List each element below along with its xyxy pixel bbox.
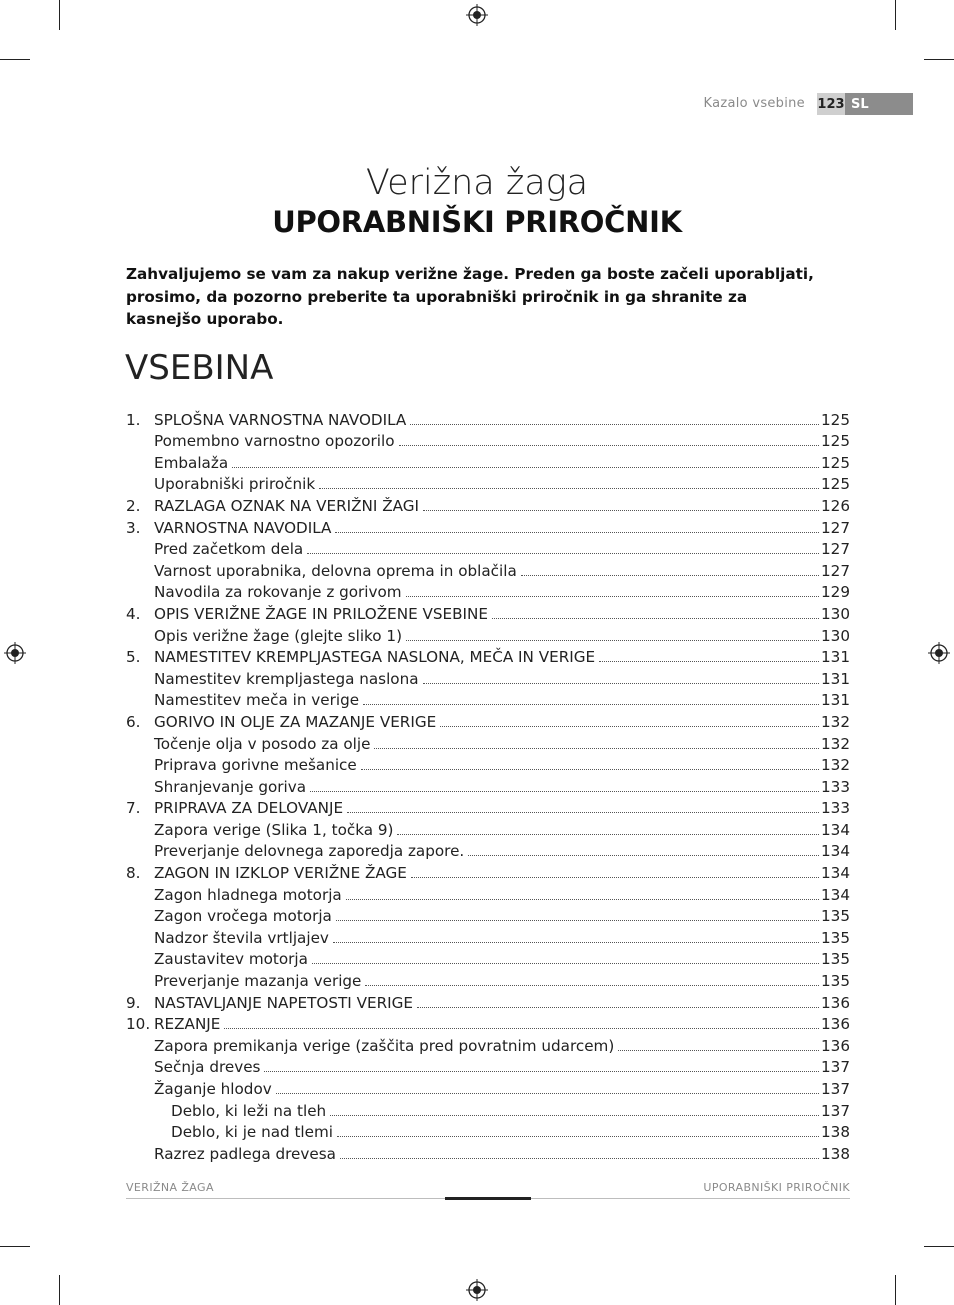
toc-leader-dots <box>423 683 819 684</box>
toc-entry <box>126 1098 850 1120</box>
document-title: Verižna žaga <box>365 163 589 203</box>
toc-entry-title: NAMESTITEV KREMPLJASTEGA NASLONA, MEČA IN VERIGE <box>154 648 596 667</box>
toc-leader-dots <box>618 1050 819 1051</box>
toc-entry-page: 136 <box>821 1015 850 1034</box>
toc-entry <box>126 623 850 645</box>
toc-entry-title: Deblo, ki je nad tlemi <box>171 1123 334 1142</box>
footer-product-name: VERIŽNA ŽAGA <box>126 1181 214 1194</box>
toc-leader-dots <box>399 445 820 446</box>
toc-entry-title: PRIPRAVA ZA DELOVANJE <box>154 799 344 818</box>
toc-entry-page: 127 <box>821 540 850 559</box>
header-section-title: Kazalo vsebine <box>703 96 805 111</box>
toc-leader-dots <box>340 1158 819 1159</box>
toc-entry-number: 10. <box>126 1015 151 1034</box>
toc-entry-number: 3. <box>126 518 141 537</box>
toc-entry-page: 127 <box>821 561 850 580</box>
toc-entry-number: 1. <box>126 410 141 429</box>
toc-entry-title: Preverjanje delovnega zaporedja zapore. <box>154 842 465 861</box>
toc-leader-dots <box>397 834 819 835</box>
toc-leader-dots <box>406 596 819 597</box>
toc-entry-title: Zagon hladnega motorja <box>154 885 342 904</box>
toc-leader-dots <box>333 942 819 943</box>
crop-mark <box>924 1246 954 1247</box>
toc-entry-page: 133 <box>821 777 850 796</box>
toc-entry-page: 125 <box>821 453 850 472</box>
toc-entry <box>126 688 850 710</box>
crop-mark <box>924 59 954 60</box>
table-of-contents <box>126 407 850 1163</box>
toc-entry-title: Embalaža <box>154 453 229 472</box>
toc-leader-dots <box>361 769 819 770</box>
toc-entry <box>126 709 850 731</box>
toc-entry-number: 9. <box>126 993 141 1012</box>
footer-manual-name: UPORABNIŠKI PRIROČNIK <box>703 1181 850 1194</box>
toc-entry-page: 131 <box>821 691 850 710</box>
toc-entry-number: 5. <box>126 648 141 667</box>
toc-entry-page: 131 <box>821 669 850 688</box>
toc-entry <box>126 839 850 861</box>
toc-entry-title: Varnost uporabnika, delovna oprema in oblačila <box>154 561 517 580</box>
toc-entry-title: REZANJE <box>154 1015 221 1034</box>
toc-entry <box>126 558 850 580</box>
toc-entry-title: NASTAVLJANJE NAPETOSTI VERIGE <box>154 993 413 1012</box>
toc-entry <box>126 968 850 990</box>
toc-entry <box>126 1120 850 1142</box>
toc-entry-title: Nadzor števila vrtljajev <box>154 928 329 947</box>
crop-mark <box>895 1275 896 1305</box>
crop-mark <box>895 0 896 30</box>
toc-entry <box>126 731 850 753</box>
toc-entry <box>126 796 850 818</box>
toc-entry-title: Sečnja dreves <box>154 1058 261 1077</box>
toc-entry-number: 4. <box>126 604 141 623</box>
toc-entry <box>126 601 850 623</box>
toc-entry-page: 125 <box>821 432 850 451</box>
toc-entry-title: Uporabniški priročnik <box>154 475 316 494</box>
toc-entry <box>126 429 850 451</box>
page-badge <box>817 93 913 115</box>
toc-entry <box>126 493 850 515</box>
toc-leader-dots <box>440 726 819 727</box>
toc-entry <box>126 407 850 429</box>
toc-leader-dots <box>365 985 819 986</box>
toc-entry <box>126 1012 850 1034</box>
toc-leader-dots <box>468 855 819 856</box>
toc-entry-number: 6. <box>126 712 141 731</box>
toc-entry <box>126 774 850 796</box>
toc-entry <box>126 947 850 969</box>
toc-entry-title: Točenje olja v posodo za olje <box>154 734 371 753</box>
crop-mark <box>59 0 60 30</box>
crop-mark <box>59 1275 60 1305</box>
toc-entry-title: GORIVO IN OLJE ZA MAZANJE VERIGE <box>154 712 437 731</box>
toc-entry-page: 136 <box>821 1036 850 1055</box>
toc-entry-title: Zaustavitev motorja <box>154 950 308 969</box>
toc-entry-page: 132 <box>821 712 850 731</box>
toc-entry-number: 8. <box>126 864 141 883</box>
toc-entry-page: 129 <box>821 583 850 602</box>
toc-entry <box>126 925 850 947</box>
toc-entry-page: 137 <box>821 1058 850 1077</box>
toc-entry-title: ZAGON IN IZKLOP VERIŽNE ŽAGE <box>154 864 407 883</box>
registration-mark-icon <box>466 4 488 26</box>
toc-entry-title: RAZLAGA OZNAK NA VERIŽNI ŽAGI <box>154 496 419 515</box>
toc-leader-dots <box>599 661 819 662</box>
toc-leader-dots <box>336 920 819 921</box>
page-number: 123 <box>817 93 845 115</box>
toc-entry-page: 130 <box>821 626 850 645</box>
toc-entry-page: 136 <box>821 993 850 1012</box>
toc-entry-title: Preverjanje mazanja verige <box>154 972 362 991</box>
toc-entry-title: VARNOSTNA NAVODILA <box>154 518 332 537</box>
toc-leader-dots <box>410 424 819 425</box>
toc-entry-title: Navodila za rokovanje z gorivom <box>154 583 402 602</box>
toc-leader-dots <box>521 575 819 576</box>
toc-leader-dots <box>347 812 819 813</box>
toc-entry-title: OPIS VERIŽNE ŽAGE IN PRILOŽENE VSEBINE <box>154 604 488 623</box>
toc-entry <box>126 537 850 559</box>
toc-entry <box>126 580 850 602</box>
toc-entry-page: 126 <box>821 496 850 515</box>
crop-mark <box>0 1246 30 1247</box>
toc-entry <box>126 1141 850 1163</box>
toc-entry-page: 135 <box>821 907 850 926</box>
toc-leader-dots <box>406 640 819 641</box>
toc-entry-page: 134 <box>821 885 850 904</box>
footer-divider-accent <box>445 1197 531 1200</box>
toc-entry-title: Pomembno varnostno opozorilo <box>154 432 395 451</box>
toc-entry-page: 134 <box>821 842 850 861</box>
toc-leader-dots <box>276 1093 819 1094</box>
toc-entry-title: Zapora verige (Slika 1, točka 9) <box>154 820 394 839</box>
toc-entry <box>126 515 850 537</box>
registration-mark-icon <box>4 642 26 664</box>
toc-leader-dots <box>411 877 819 878</box>
toc-leader-dots <box>264 1071 819 1072</box>
toc-leader-dots <box>423 510 819 511</box>
toc-entry <box>126 450 850 472</box>
toc-entry <box>126 1055 850 1077</box>
toc-entry <box>126 472 850 494</box>
toc-entry-title: Zagon vročega motorja <box>154 907 332 926</box>
toc-leader-dots <box>346 899 819 900</box>
toc-entry-title: Priprava gorivne mešanice <box>154 756 357 775</box>
registration-mark-icon <box>928 642 950 664</box>
toc-leader-dots <box>337 1136 819 1137</box>
document-subtitle: UPORABNIŠKI PRIROČNIK <box>272 205 682 239</box>
toc-entry-title: Deblo, ki leži na tleh <box>171 1101 327 1120</box>
toc-entry <box>126 666 850 688</box>
toc-entry-page: 130 <box>821 604 850 623</box>
toc-entry-page: 125 <box>821 475 850 494</box>
toc-entry-title: Opis verižne žage (glejte sliko 1) <box>154 626 402 645</box>
toc-leader-dots <box>335 532 819 533</box>
toc-entry-title: Žaganje hlodov <box>154 1080 272 1098</box>
toc-entry <box>126 1076 850 1098</box>
toc-entry-page: 133 <box>821 799 850 818</box>
toc-entry-title: Shranjevanje goriva <box>154 777 307 796</box>
registration-mark-icon <box>466 1279 488 1301</box>
toc-entry-page: 137 <box>821 1101 850 1120</box>
toc-entry-title: Razrez padlega drevesa <box>154 1144 336 1163</box>
toc-entry-page: 135 <box>821 972 850 991</box>
toc-entry <box>126 882 850 904</box>
toc-entry-page: 135 <box>821 928 850 947</box>
toc-entry-page: 132 <box>821 734 850 753</box>
toc-leader-dots <box>330 1115 819 1116</box>
toc-entry-page: 132 <box>821 756 850 775</box>
toc-leader-dots <box>492 618 819 619</box>
toc-entry-title: Namestitev meča in verige <box>154 691 360 710</box>
toc-entry <box>126 904 850 926</box>
toc-entry-page: 138 <box>821 1144 850 1163</box>
toc-entry-page: 137 <box>821 1080 850 1098</box>
toc-leader-dots <box>232 467 819 468</box>
toc-leader-dots <box>224 1028 819 1029</box>
toc-entry-page: 135 <box>821 950 850 969</box>
toc-entry-page: 131 <box>821 648 850 667</box>
toc-leader-dots <box>312 963 819 964</box>
toc-entry-page: 134 <box>821 864 850 883</box>
toc-leader-dots <box>417 1007 819 1008</box>
toc-entry-page: 127 <box>821 518 850 537</box>
toc-entry <box>126 1033 850 1055</box>
intro-paragraph: Zahvaljujemo se vam za nakup verižne žage. Preden ga boste začeli uporabljati, prosimo, da pozorno preberite ta uporabniški priročnik in ga shranite za kasnejšo uporabo. <box>126 265 814 328</box>
toc-entry-page: 125 <box>821 410 850 429</box>
toc-entry-title: Namestitev krempljastega naslona <box>154 669 419 688</box>
toc-leader-dots <box>319 488 819 489</box>
toc-heading: VSEBINA <box>125 348 274 388</box>
toc-entry <box>126 860 850 882</box>
toc-entry <box>126 645 850 667</box>
toc-entry-title: SPLOŠNA VARNOSTNA NAVODILA <box>154 410 407 429</box>
toc-entry <box>126 817 850 839</box>
toc-entry <box>126 990 850 1012</box>
toc-entry-number: 7. <box>126 799 141 818</box>
crop-mark <box>0 59 30 60</box>
toc-leader-dots <box>374 748 819 749</box>
toc-entry-title: Pred začetkom dela <box>154 540 304 559</box>
language-code: SL <box>845 93 913 115</box>
toc-entry-page: 134 <box>821 820 850 839</box>
toc-entry-title: Zapora premikanja verige (zaščita pred povratnim udarcem) <box>154 1036 615 1055</box>
toc-leader-dots <box>363 704 819 705</box>
toc-leader-dots <box>307 553 819 554</box>
toc-entry-number: 2. <box>126 496 141 515</box>
toc-leader-dots <box>310 791 819 792</box>
toc-entry-page: 138 <box>821 1123 850 1142</box>
toc-entry <box>126 753 850 775</box>
